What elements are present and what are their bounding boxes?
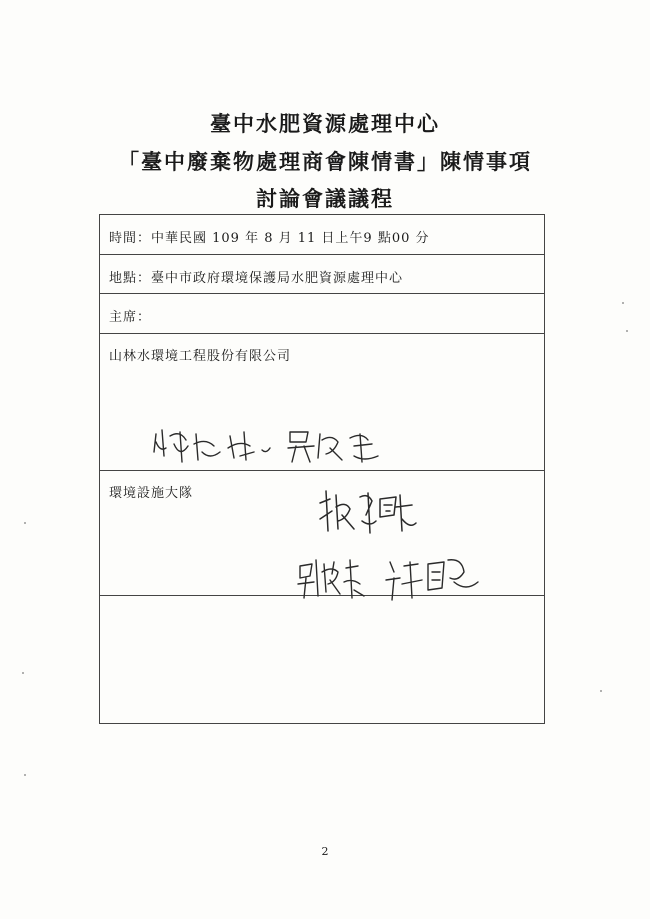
- page-number: 2: [321, 845, 329, 858]
- handwritten-signature-3: [294, 552, 494, 604]
- facility-team-name: 環境設施大隊: [109, 486, 194, 501]
- handwritten-signature-1: [150, 422, 390, 470]
- scan-speck: [24, 522, 26, 524]
- company-name: 山林水環境工程股份有限公司: [109, 349, 292, 364]
- chair-text: 主席：: [109, 310, 152, 325]
- location-text: 地點：臺中市政府環境保護局水肥資源處理中心: [109, 271, 404, 286]
- scan-speck: [600, 690, 602, 692]
- chair-row: [100, 294, 544, 334]
- handwritten-signature-2: [316, 485, 426, 543]
- attendee-row-company: [100, 334, 544, 471]
- time-row: [100, 215, 544, 255]
- agenda-table: [99, 214, 545, 724]
- location-row: [100, 255, 544, 294]
- scan-speck: [626, 330, 628, 332]
- scan-speck: [622, 302, 624, 304]
- document-subtitle: 「臺中廢棄物處理商會陳情書」陳情事項: [118, 149, 532, 174]
- scan-speck: [24, 774, 26, 776]
- document-title: 臺中水肥資源處理中心: [210, 111, 440, 136]
- time-text: 時間：中華民國 109 年 8 月 11 日上午9 點00 分: [109, 231, 430, 246]
- empty-row: [100, 596, 544, 725]
- scan-speck: [22, 672, 24, 674]
- document-heading: 討論會議議程: [256, 186, 394, 211]
